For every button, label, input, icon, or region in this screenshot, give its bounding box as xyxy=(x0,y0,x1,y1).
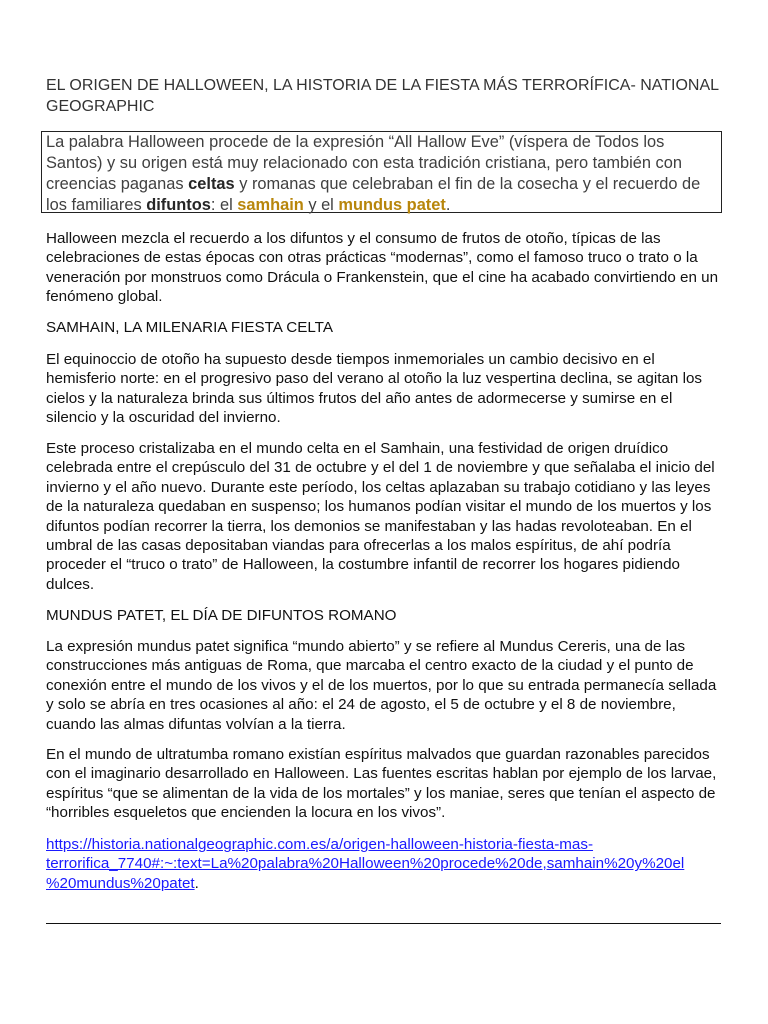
intro-text-3: : el xyxy=(210,196,238,214)
paragraph-mundus-patet: La expresión mundus patet significa “mundo abierto” y se refiere al Mundus Cereris, una de las construcciones más antiguas de Roma, que marcaba el centro exacto de la ciudad y el punto de conexión entre el mundo de los vivos y el de los muertos, por lo que su entrada permanecía sellada y solo se abría en tres ocasiones al año: el 24 de agosto, el 5 de octubre y el 8 de noviembre, cuando las almas difuntas volvían a la tierra. xyxy=(46,638,717,733)
horizontal-rule xyxy=(46,923,721,924)
intro-text-4: y el xyxy=(303,196,339,214)
paragraph-halloween-mezcla: Halloween mezcla el recuerdo a los difuntos y el consumo de frutos de otoño, típicas de las celebraciones de estas épocas con otras prácticas “modernas”, como el famoso truco o trato o la veneración por monstruos como Drácula o Frankenstein, que el cine ha acabado convirtiendo en un fenómeno global. xyxy=(46,230,719,306)
source-link[interactable] xyxy=(46,836,684,892)
heading-mundus-patet: MUNDUS PATET, EL DÍA DE DIFUNTOS ROMANO xyxy=(46,607,397,624)
heading-samhain: SAMHAIN, LA MILENARIA FIESTA CELTA xyxy=(46,319,333,336)
intro-bold-difuntos: difuntos xyxy=(146,196,211,214)
source-trailing-period: . xyxy=(194,874,199,892)
intro-highlight-samhain: samhain xyxy=(237,196,304,214)
paragraph-samhain-celta: Este proceso cristalizaba en el mundo celta en el Samhain, una festividad de origen druídico celebrada entre el crepúsculo del 31 de octubre y el del 1 de noviembre y que señalaba el inicio del invierno y el año nuevo. Durante este período, los celtas aplazaban su trabajo cotidiano y las leyes de la naturaleza quedaban en suspenso; los humanos podían visitar el mundo de los muertos y los difuntos podían recorrer la tierra, los demonios se manifestaban y las hadas revoloteaban. En el umbral de las casas depositaban viandas para ofrecerlas a los malos espíritus, de ahí podría proceder el “truco o trato” de Halloween, la costumbre infantil de recorrer los hogares pidiendo dulces. xyxy=(46,440,715,593)
source-link-line-2: terrorifica_7740#:~:text=La%20palabra%20Halloween%20procede%20de,samhain%20y%20el xyxy=(46,855,685,873)
intro-highlight-mundus-patet: mundus patet xyxy=(338,196,446,214)
source-link-line-3: %20mundus%20patet xyxy=(46,874,195,892)
intro-text-1: La palabra Halloween procede de la expresión “All Hallow Eve” (víspera de Todos los Santos) y su origen está muy relacionado con esta tradición cristiana, pero también con creencias paganas xyxy=(46,133,682,193)
paragraph-equinoccio: El equinoccio de otoño ha supuesto desde tiempos inmemoriales un cambio decisivo en el hemisferio norte: en el progresivo paso del verano al otoño la luz vespertina declina, se agitan los cielos y la naturaleza brinda sus últimos frutos del año antes de adormecerse y sumirse en el silencio y la oscuridad del invierno. xyxy=(46,351,702,427)
intro-box xyxy=(41,131,722,213)
intro-paragraph xyxy=(46,132,721,216)
source-link-line-1: https://historia.nationalgeographic.com.es/a/origen-halloween-historia-fiesta-mas- xyxy=(46,836,594,853)
paragraph-ultratumba: En el mundo de ultratumba romano existían espíritus malvados que guardan razonables parecidos con el imaginario desarrollado en Halloween. Las fuentes escritas hablan por ejemplo de los larvae, espíritus “que se alimentan de la vida de los mortales” y los maniae, seres que tenían el aspecto de “horribles esqueletos que encienden la locura en los vivos”. xyxy=(46,746,717,822)
intro-bold-celtas: celtas xyxy=(188,175,235,193)
intro-text-5: . xyxy=(445,196,451,214)
intro-text-2: y romanas que celebraban el fin de la cosecha y el recuerdo de los familiares xyxy=(46,175,701,214)
document-title: EL ORIGEN DE HALLOWEEN, LA HISTORIA DE LA FIESTA MÁS TERRORÍFICA- NATIONAL GEOGRAPHIC xyxy=(46,77,719,115)
source-paragraph xyxy=(46,835,726,893)
